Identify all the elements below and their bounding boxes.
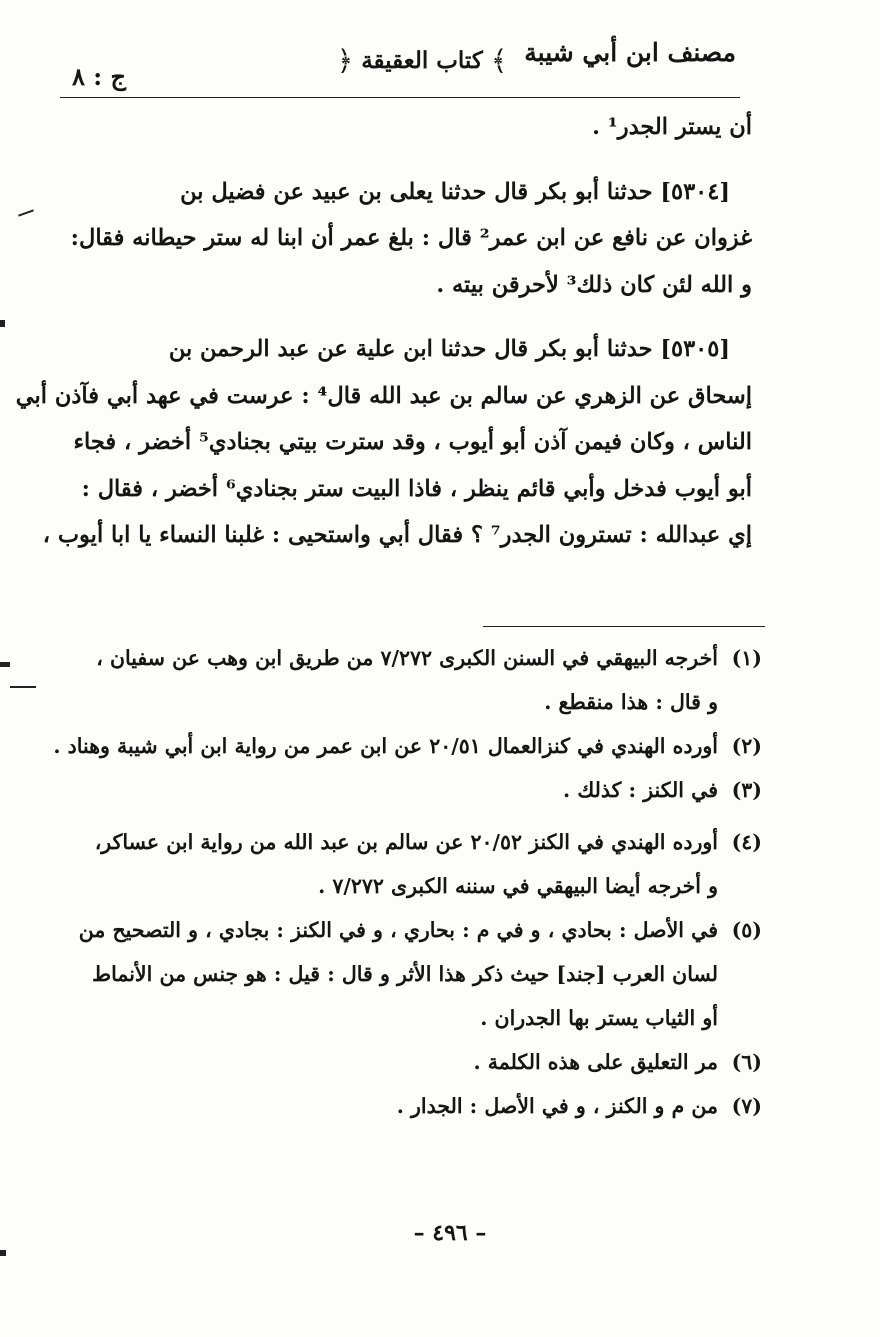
body-line: أبو أيوب فدخل وأبي قائم ينظر ، فاذا البيت ستر بجنادي⁶ أخضر ، فقال : bbox=[81, 475, 752, 502]
footnote-text: و أخرجه أيضا البيهقي في سننه الكبرى ٧/٢٧٢ . bbox=[318, 874, 718, 898]
body-line: إي عبدالله : تسترون الجدر⁷ ؟ فقال أبي واستحيى : غلبنا النساء يا ابا أيوب ، bbox=[42, 522, 752, 548]
header-divider bbox=[60, 97, 740, 98]
footnote-4 bbox=[82, 820, 762, 908]
scan-mark bbox=[10, 686, 36, 688]
scan-mark bbox=[0, 662, 10, 667]
body-line: و الله لئن كان ذلك³ لأحرقن بيته . bbox=[436, 271, 752, 298]
main-text bbox=[15, 104, 752, 559]
chapter-ornament-right: ﴾ bbox=[490, 44, 508, 77]
footnote-number: (٢) bbox=[731, 734, 762, 758]
footnote-number: (٤) bbox=[731, 830, 762, 854]
hadith-5305-line: [٥٣٠٥] حدثنا أبو بكر قال حدثنا ابن علية عن عبد الرحمن بن bbox=[168, 336, 730, 362]
chapter-ornament-left: ﴿ bbox=[336, 44, 354, 77]
footnote-text: أورده الهندي في الكنز ٢٠/٥٢ عن سالم بن عبد الله من رواية ابن عساكر، bbox=[94, 830, 718, 854]
volume-indicator: ج : ٨ bbox=[72, 62, 126, 91]
scan-mark bbox=[0, 1250, 6, 1256]
footnote-2 bbox=[53, 724, 762, 768]
footnote-1 bbox=[82, 636, 762, 724]
body-line: أن يستر الجدر¹ . bbox=[592, 114, 752, 140]
footnote-text: أو الثياب يستر بها الجدران . bbox=[480, 1006, 718, 1030]
footnote-divider bbox=[483, 626, 765, 627]
chapter-title-block bbox=[332, 42, 512, 75]
footnote-5 bbox=[78, 908, 762, 1040]
footnote-text: مر التعليق على هذه الكلمة . bbox=[473, 1050, 718, 1074]
body-line: غزوان عن نافع عن ابن عمر² قال : بلغ عمر أن ابنا له ستر حيطانه فقال: bbox=[70, 225, 752, 251]
footnote-text: في الأصل : بحادي ، و في م : بحاري ، و في الكنز : بجادي ، و التصحيح من bbox=[78, 918, 718, 942]
book-title: مصنف ابن أبي شيبة bbox=[524, 38, 736, 67]
hadith-5304-line: [٥٣٠٤] حدثنا أبو بكر قال حدثنا يعلى بن عبيد عن فضيل بن bbox=[180, 178, 730, 205]
footnote-number: (١) bbox=[731, 646, 762, 670]
body-line: الناس ، وكان فيمن آذن أبو أيوب ، وقد سترت بيتي بجنادي⁵ أخضر ، فجاء bbox=[73, 429, 752, 455]
footnotes-section bbox=[53, 636, 762, 1128]
footnote-number: (٦) bbox=[731, 1050, 762, 1074]
footnote-6 bbox=[82, 1040, 762, 1084]
footnote-3 bbox=[82, 768, 762, 812]
chapter-title: كتاب العقيقة bbox=[361, 47, 483, 74]
footnote-7 bbox=[82, 1084, 762, 1128]
page-number: – ٤٩٦ – bbox=[413, 1220, 487, 1246]
scan-mark bbox=[0, 320, 5, 327]
footnote-number: (٥) bbox=[731, 918, 762, 942]
footnote-text: من م و الكنز ، و في الأصل : الجدار . bbox=[396, 1094, 718, 1118]
footnote-text: أورده الهندي في كنزالعمال ٢٠/٥١ عن ابن عمر من رواية ابن أبي شيبة وهناد . bbox=[53, 734, 718, 758]
footnote-text: لسان العرب [جند] حيث ذكر هذا الأثر و قال : قيل : هو جنس من الأنماط bbox=[92, 962, 718, 986]
footnote-text: أخرجه البيهقي في السنن الكبرى ٧/٢٧٢ من طريق ابن وهب عن سفيان ، bbox=[96, 646, 718, 670]
footnote-text: في الكنز : كذلك . bbox=[563, 778, 718, 802]
footnote-number: (٧) bbox=[731, 1094, 762, 1118]
scan-mark bbox=[18, 209, 34, 216]
body-line: إسحاق عن الزهري عن سالم بن عبد الله قال⁴ : عرست في عهد أبي فآذن أبي bbox=[15, 382, 752, 409]
footnote-text: و قال : هذا منقطع . bbox=[544, 690, 718, 714]
footnote-number: (٣) bbox=[731, 778, 762, 802]
